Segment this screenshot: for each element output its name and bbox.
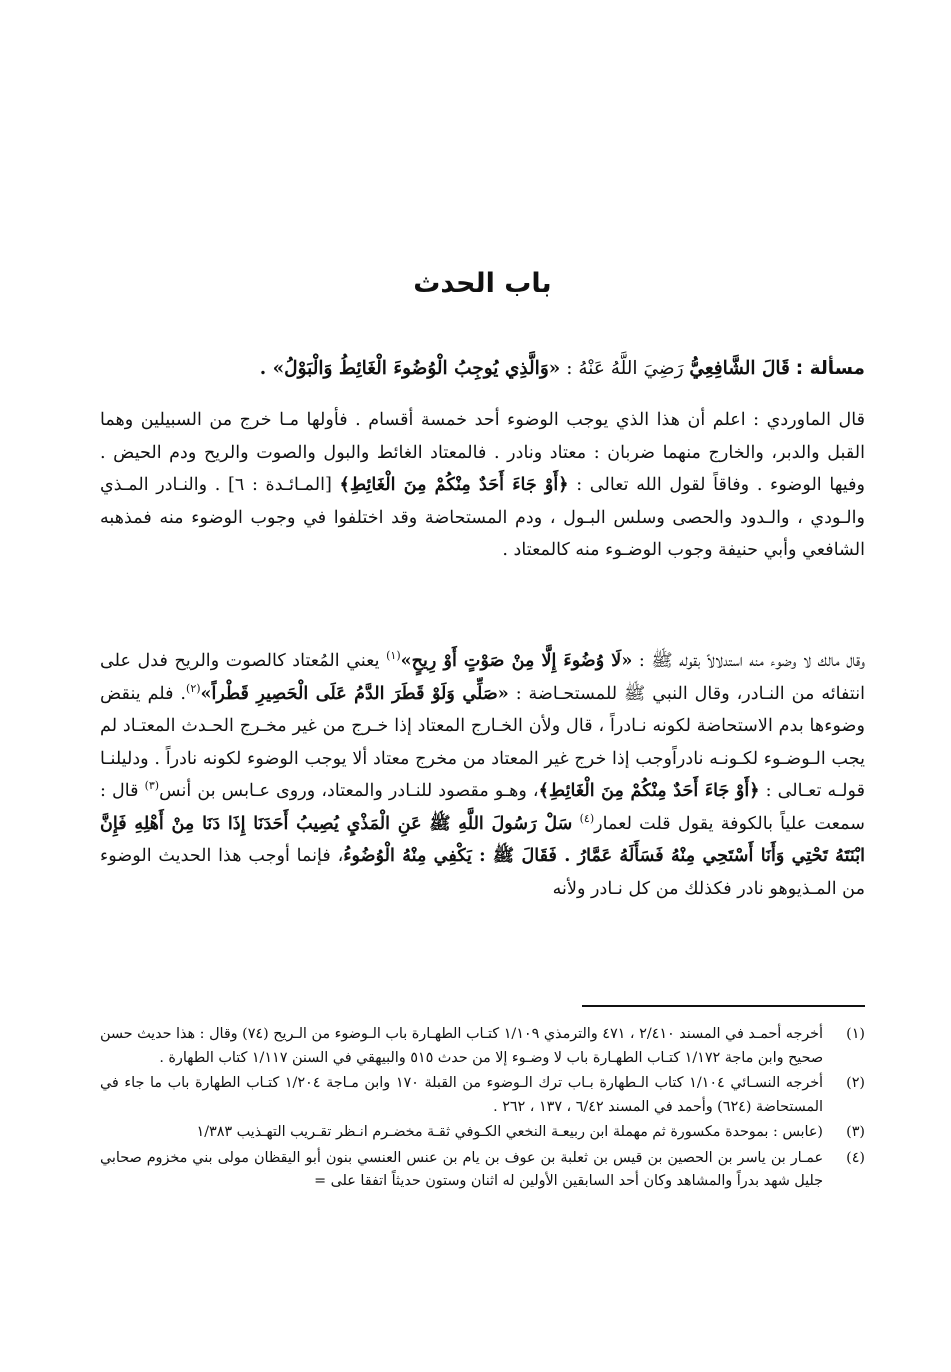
footnote-text: عمـار بن ياسر بن الحصين بن قيس بن ثعلبة بن عوف بن يام بن عنس العنسي بنون أبو اليقظان مولى بني مخزوم صحابي جليل شهد بدراً والمشاهد وكان أحد السابقين الأولين له اثنان وستون حديثاً اتفقا على = <box>100 1149 823 1189</box>
footnote-ref-1[interactable]: (١) <box>386 649 401 663</box>
chapter-title: باب الحدث <box>413 268 552 299</box>
footnote-divider <box>582 1005 865 1007</box>
footnote-3 <box>100 1121 865 1145</box>
footnote-ref-3[interactable]: (٣) <box>144 779 160 793</box>
question-speaker: قَالَ الشَّافِعِيُّ <box>689 358 790 379</box>
footnotes <box>100 1023 865 1196</box>
hadith-quote: «صَلِّي وَلَوْ قَطَرَ الدَّمُ عَلَى الْحَصِيرِ قَطْراً» <box>200 682 509 704</box>
paragraph-2-part-3: . فلم ينقض وضوءها بدم الاستحاضة لكونه نـادراً ، قال ولأن الخـارج المعتاد إذا خـرج من غير مخـرج الحـدث المعتـاد لم يجب الـوضـوء لكـونـه نادراًوجب إذا خرج غير المعتاد من مخرج معتاد ألا يوجب الوضوء لكونه نادراً . ودليلنـا قولـه تعـالى : <box>100 683 866 801</box>
footnote-number: (٤) <box>846 1149 865 1166</box>
footnote-number: (٣) <box>846 1124 865 1140</box>
footnote-4 <box>100 1147 865 1194</box>
quran-verse: ﴿أَوْ جَاءَ أَحَدٌ مِنْكُمْ مِنَ الْغَائِطِ﴾ <box>538 780 760 801</box>
footnote-2 <box>100 1072 865 1119</box>
paragraph-2-part-1: وقال مالك لا وضوء منه استدلالاً بقوله ﷺ : <box>638 651 866 671</box>
footnote-number: (٢) <box>846 1075 865 1091</box>
paragraph-2-part-2: يعني المُعتاد كالصوت والريح فدل على انتفائه من النـادر، وقال النبي ﷺ للمستحـاضة : <box>100 651 866 704</box>
paragraph-2-part-5: قال : سمعت علياً بالكوفة يقول قلت لعمار <box>100 781 866 834</box>
question-honorific: رَضِيَ اللَّهُ عَنْهُ : <box>566 358 684 379</box>
paragraph-1-part-1: قال الماوردي : اعلم أن هذا الذي يوجب الوضوء أحد خمسة أقسام . فأولها مـا خرج من السبيلين وهما القبل والدبر، والخارج منهما ضربان : معتاد ونادر . فالمعتاد الغائط والبول والصوت والريح ودم الحيض . وفيها الوضوء . وفاقاً لقول الله تعالى : <box>100 410 866 495</box>
question-label: مسألة : <box>795 358 865 379</box>
document-page <box>100 0 865 1372</box>
paragraph-2 <box>100 645 865 905</box>
footnote-ref-4[interactable]: (٤) <box>579 811 595 825</box>
footnote-text: أخرجه أحمـد في المسند ٢/٤١٠ ، ٤٧١ والترمذي ١/١٠٩ كتـاب الطهـارة باب الـوضوء من الـريح (٧٤) وقال : هذا حديث حسن صحيح وابن ماجة ١/١٧٢ كتـاب الطهـارة باب لا وضـوء إلا من حدث ٥١٥ والبيهقي في السنن ١/١١٧ كتاب الطهارة . <box>100 1026 823 1066</box>
paragraph-1 <box>100 404 865 567</box>
footnote-1 <box>100 1023 865 1070</box>
paragraph-2-part-6: ، فإنما أوجب هذا الحديث الوضوء من المـذيوهو نادر فكذلك من كل نـادر ولأنه <box>100 846 865 899</box>
footnote-text: أخرجه النسـائي ١/١٠٤ كتاب الـطهارة بـاب ترك الـوضوء من القبلة ١٧٠ وابن مـاجة ١/٢٠٤ كتـاب الطهارة باب ما جاء في المستحاضة (٦٢٤) وأحمد في المسند ٦/٤٢ ، ١٣٧ ، ٢٦٢ . <box>100 1075 824 1115</box>
question-quote: «وَالَّذِي يُوجِبُ الْوُضُوءَ الْغَائِطُ وَالْبَوْلُ» . <box>259 358 561 379</box>
quran-verse: ﴿أَوْ جَاءَ أَحَدٌ مِنْكُمْ مِنَ الْغَائِطِ﴾ <box>339 474 569 495</box>
paragraph-2-part-4: ، وهـو مقصود للنـادر والمعتاد، وروى عـابس بن أنس <box>159 781 539 801</box>
question-line <box>100 352 865 386</box>
footnote-text: (عابس : بموحدة مكسورة ثم مهملة ابن ربيعـة النخعي الكـوفي ثقـة مخضـرم انـظر تقـريب التهـذيب ١/٣٨٣ <box>196 1124 823 1140</box>
hadith-quote: «لَا وُضُوءَ إِلَّا مِنْ صَوْتٍ أَوْ رِيحٍ» <box>400 650 633 671</box>
footnote-ref-2[interactable]: (٢) <box>186 681 201 695</box>
paragraph-1-part-2: [المـائـدة : ٦] . والنـادر المـذي والـودي ، والـدود والحصى وسلس البـول ، ودم المستحاضة وقد اختلفوا في وجوب الوضوء منه فمذهبه الشافعي وأبي حنيفة وجوب الوضـوء منه كالمعتاد . <box>100 475 865 560</box>
footnote-number: (١) <box>846 1026 865 1042</box>
hadith-quote: سَلْ رَسُولَ اللَّهِ ﷺ عَنِ الْمَذْيِ يُصِيبُ أَحَدَنَا إِذَا دَنَا مِنْ أَهْلِهِ فَإِنَّ ابْنَتَهُ تَحْتِي وَأَنَا أَسْتَحِي مِنْهُ فَسَأَلَهُ عَمَّارُ . فَقَالَ ﷺ : يَكْفِي مِنْهُ الْوُضُوءُ <box>100 812 865 866</box>
